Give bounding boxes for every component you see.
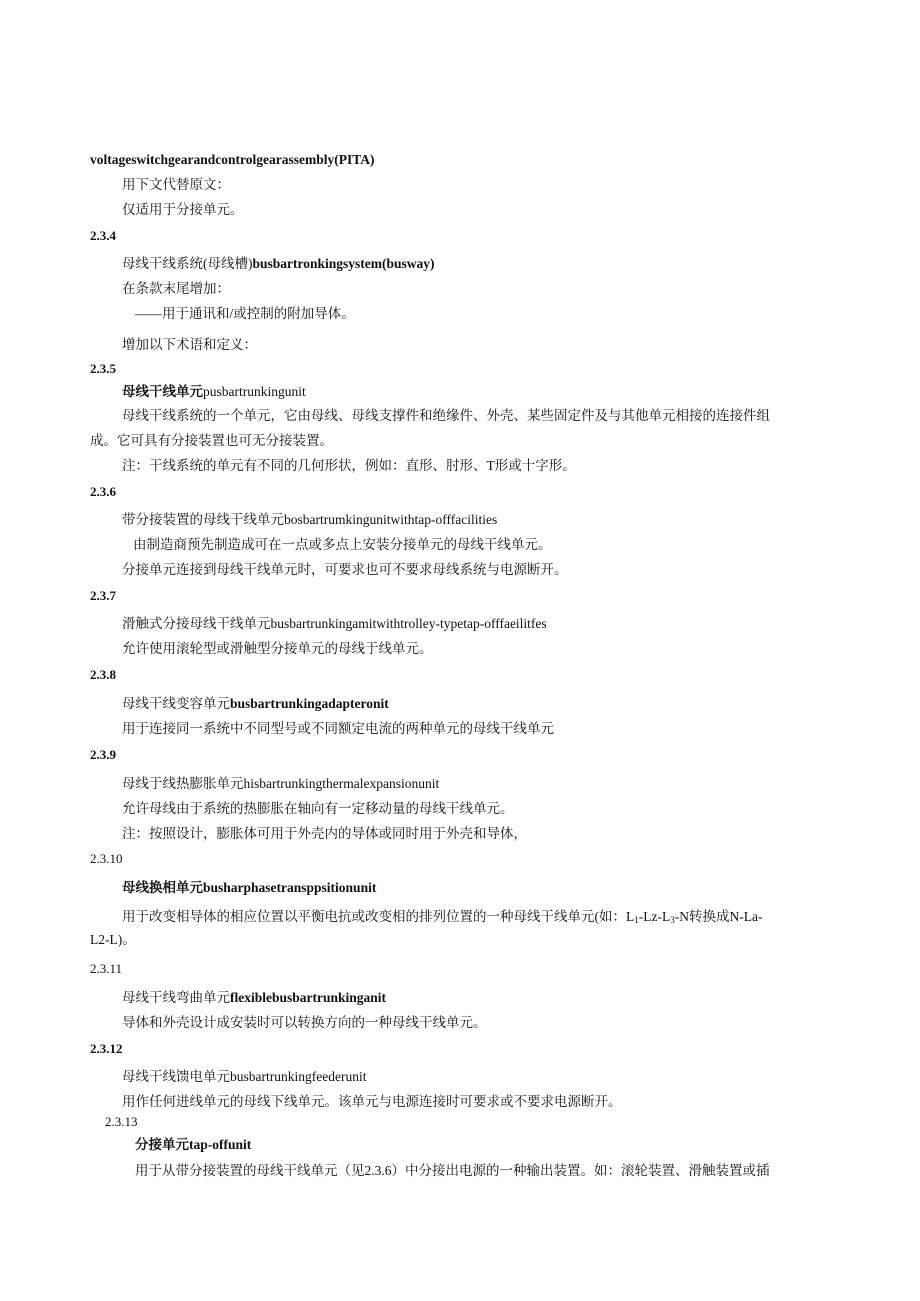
section-number: 2.3.11: [90, 961, 123, 976]
text-line: ——用于通讯和/或控制的附加导体。: [135, 306, 355, 321]
term-line: 带分接装置的母线干线单元bosbartrumkingunitwithtap-offfacilities: [122, 512, 498, 527]
term-line: [122, 383, 306, 401]
section-number: 2.3.12: [90, 1041, 123, 1056]
text-line: 导体和外壳设计成安装时可以转换方向的一种母线干线单元。: [122, 1015, 487, 1030]
term-en: flexiblebusbartrunkinganit: [230, 990, 387, 1005]
section-number: 2.3.10: [90, 851, 123, 866]
text-line: L2-L)。: [90, 932, 136, 947]
term-line: 分接单元tap-offunit: [135, 1137, 252, 1152]
term-line: 母线干线馈电单元busbartrunkingfeederunit: [122, 1069, 367, 1084]
term-zh: 母线干线系统(母线槽): [122, 256, 253, 271]
term-line: [122, 989, 386, 1007]
text-line: 用于连接同一系统中不同型号或不同额定电流的两种单元的母线干线单元: [122, 721, 554, 736]
note-line: 注：按照设计，膨胀体可用于外壳内的导体或同时用于外壳和导体，: [122, 826, 527, 841]
note-line: 注：干线系统的单元有不同的几何形状，例如：直形、肘形、T形或十字形。: [122, 458, 576, 473]
text-line: 用下文代替原文：: [122, 177, 230, 192]
text-line: 分接单元连接到母线干线单元时，可要求也可不要求母线系统与电源断开。: [122, 562, 568, 577]
section-number: 2.3.7: [90, 588, 116, 603]
term-zh: 母线干线单元: [122, 384, 203, 399]
text-line: 在条款末尾增加：: [122, 281, 230, 296]
text-line: 由制造商预先制造成可在一点或多点上安装分接单元的母线干线单元。: [133, 537, 552, 552]
term-line: 母线于线热膨胀单元hisbartrunkingthermalexpansionunit: [122, 776, 440, 791]
text-line: 仅适用于分接单元。: [122, 202, 244, 217]
term-zh: 母线干线弯曲单元: [122, 990, 230, 1005]
text-line: 允许母线由于系统的热膨胀在轴向有一定移动量的母线干线单元。: [122, 801, 514, 816]
term-line: [122, 695, 389, 713]
text-line: 用于改变相导体的相应位置以平衡电抗或改变相的排列位置的一种母线干线单元(如：$L_1-Lz-L_3-N$转换成N-La-: [122, 909, 763, 925]
section-number: 2.3.8: [90, 667, 116, 682]
text-line: 成。它可具有分接装置也可无分接装置。: [90, 433, 333, 448]
section-number: 2.3.4: [90, 228, 116, 243]
term-line: 滑触式分接母线干线单元busbartrunkingamitwithtrolley-typetap-offfaeilitfes: [122, 616, 547, 631]
text-line: 允许使用滚轮型或滑触型分接单元的母线于线单元。: [122, 641, 433, 656]
section-number: 2.3.5: [90, 361, 116, 376]
section-number: 2.3.6: [90, 484, 116, 499]
term-line: 母线换相单元busharphasetransppsitionunit: [122, 880, 377, 895]
text-line: 母线干线系统的一个单元，它由母线、母线支撑件和绝缘件、外壳、某些固定件及与其他单元相接的连接件组: [122, 408, 770, 423]
term-en: busbartronkingsystem(busway): [252, 256, 435, 271]
text-line: 用于从带分接装置的母线干线单元（见2.3.6）中分接出电源的一种输出装置。如：滚轮装置、滑触装置或插: [135, 1163, 770, 1178]
text-line: voltageswitchgearandcontrolgearassembly(PITA): [90, 152, 375, 167]
text-line: 用作任何进线单元的母线下线单元。该单元与电源连接时可要求或不要求电源断开。: [122, 1094, 622, 1109]
section-number: 2.3.13: [105, 1114, 138, 1129]
term-en: busbartrunkingadapteronit: [230, 696, 389, 711]
term-en: pusbartrunkingunit: [203, 384, 306, 399]
text-line: 增加以下术语和定义：: [122, 337, 257, 352]
term-zh: 母线干线变容单元: [122, 696, 230, 711]
section-number: 2.3.9: [90, 747, 116, 762]
term-line: [122, 255, 435, 273]
